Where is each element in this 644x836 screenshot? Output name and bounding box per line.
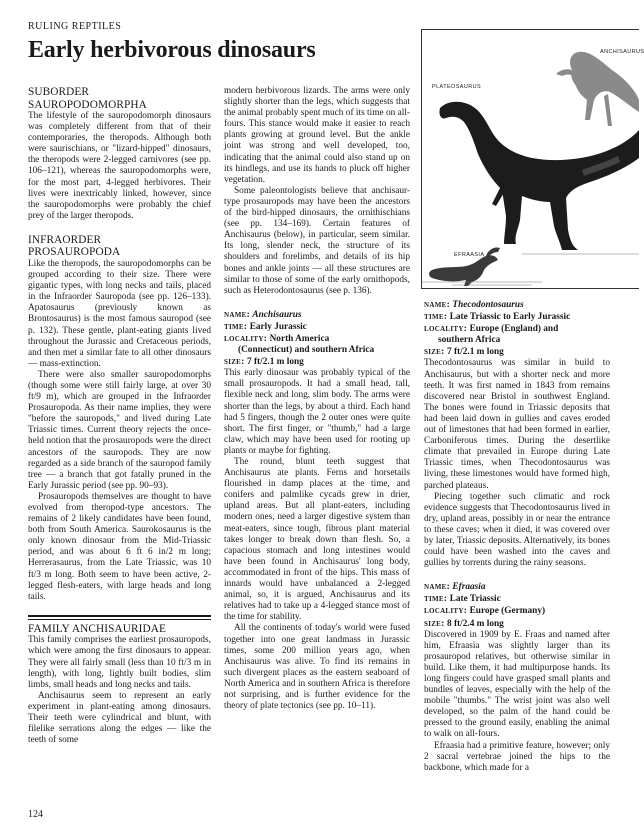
col2-paragraph-2: Some paleontologists believe that anchisaur-type prosauropods may have been the ancestors of the bird-hipped dinosaurs, the ornithischians (see pp. 134–169). Certain features of Anchisaurus (below), in particular, seem similar. Its long, slender neck, the structure of its shoulders and forelimbs, and details of its hip bones and ankle joints — all these structures are similar to those of some of the early ornithopods, such as Heterodontosaurus (see p. 136). xyxy=(224,185,410,296)
page-number: 124 xyxy=(28,809,43,820)
fact-locality-value-2: (Connecticut) and southern Africa xyxy=(238,345,375,356)
family-divider-thin xyxy=(28,619,211,620)
fact2-name-key: name: xyxy=(424,581,451,593)
fact1-name xyxy=(424,299,610,311)
col3-paragraph-3: Discovered in 1909 by E. Fraas and named after him, Efraasia was slightly larger than its prosauropod relatives, but otherwise similar in build. Like them, it had multipurpose hands. Its long fingers could have grasped small plants and bundles of leaves, especially with the help of the mobile "thumbs." The wrist joint was also well developed, so the palm of the hand could be pressed to the ground easily, enabling the animal to walk on all-fours. xyxy=(424,629,610,740)
running-head: RULING REPTILES xyxy=(28,21,122,32)
fact-size xyxy=(224,356,410,368)
dinosaur-drawing xyxy=(422,30,639,288)
col2-paragraph-1: modern herbivorous lizards. The arms were only slightly shorter than the legs, which suggests that the animal probably spent much of its time on all-fours. This stance would make it easier to reach plants growing at ground level. But the ankle joint was strong and well developed, too, indicating that the animal could also stand up on its hindlegs, and use its hands to pluck off higher vegetation. xyxy=(224,86,410,185)
fact-locality xyxy=(224,333,410,356)
fact1-size-value: 7 ft/2.1 m long xyxy=(446,347,504,358)
fact-time-value: Early Jurassic xyxy=(249,321,307,332)
fact2-name-value: Efraasia xyxy=(452,582,486,593)
fact-name-value: Anchisaurus xyxy=(252,309,302,320)
column-1 xyxy=(28,86,211,746)
suborder-text: The lifestyle of the sauropodomorph dinosaurs was completely different from that of their contemporaries, the theropods. Although both were saurischians, or "lizard-hipped" dinosaurs, the theropods were 2-legged carnivores (see pp. 106–121), whereas the sauropodomorphs were, for the most part, 4-legged herbivores. Their lives were inextricably linked, however, since the sauropodomorphs were probably the chief prey of the larger theropods. xyxy=(28,111,211,221)
col2-paragraph-3: This early dinosaur was probably typical of the small prosauropods. It had a small head, tall, flexible neck and long, slim body. The arms were shorter than the legs, by about a third. Each hand had 5 fingers, though the 2 outer ones were quite short. The first finger, or "thumb," had a large claw, which may have been used for rooting up plants or maybe for fighting. xyxy=(224,368,410,456)
efraasia-label: EFRAASIA xyxy=(454,252,485,258)
suborder-heading-line2: SAUROPODOMORPHA xyxy=(28,98,147,111)
fact1-size xyxy=(424,346,610,358)
plateosaurus-label: PLATEOSAURUS xyxy=(432,84,482,90)
fact1-locality-value-2: southern Africa xyxy=(438,335,501,346)
infraorder-paragraph-3: Prosauropods themselves are thought to have evolved from theropod-type ancestors. The remains of 2 likely candidates have been found, both from South America. Saurokosaurus is the only known dinosaur from the Mid-Triassic period, and was about 6 ft 6 in/2 m long; Herrerasaurus, from the Late Triassic, was 10 ft/3 m long. Both seem to have been active, 2-legged flesh-eaters, with large heads and long tails. xyxy=(28,491,211,602)
fact1-time-value: Late Triassic to Early Jurassic xyxy=(449,312,571,323)
family-paragraph-1: This family comprises the earliest prosauropods, which were among the first dinosaurs to appear. They were all fairly small (less than 10 ft/3 m in length), with long, lightly built bodies, slim limbs, small heads and long necks and tails. xyxy=(28,635,211,690)
fact2-locality-value: Europe (Germany) xyxy=(469,606,546,617)
family-heading: FAMILY ANCHISAURIDAE xyxy=(28,622,167,635)
page-title: Early herbivorous dinosaurs xyxy=(28,37,316,63)
infraorder-heading xyxy=(28,234,211,259)
fact-time-key: time: xyxy=(224,320,248,332)
dinosaur-illustration xyxy=(421,29,644,289)
fact1-locality-value: Europe (England) and xyxy=(469,324,559,335)
col3-paragraph-2: Piecing together such climatic and rock evidence suggests that Thecodontosaurus lived in dry, upland areas, possibly in or near the entrance to these caves; when it died, it was covered over by later, Triassic deposits. Alternatively, its bones could have been washed into the caves and gullies by torrents during the rainy seasons. xyxy=(424,491,610,569)
suborder-heading-line1: SUBORDER xyxy=(28,86,90,98)
column-3 xyxy=(424,299,610,774)
infraorder-heading-line2: PROSAUROPODA xyxy=(28,246,121,259)
fact2-name xyxy=(424,581,610,593)
fact2-time xyxy=(424,593,610,605)
col2-paragraph-4: The round, blunt teeth suggest that Anchisaurus ate plants. Ferns and horsetails flourished in damp places at the time, and conifers and palmlike cycads grew in drier, upland areas. But all plant-eaters, including modern ones, need a larger digestive system than meat-eaters, since tough, fibrous plant material takes longer to break down than flesh. So, a capacious stomach and long intestines would have been found in Anchisaurus' long body, accommodated in front of the hips. This mass of innards would have unbalanced a 2-legged animal, so, it is argued, Anchisaurus and its relatives had to take up a 4-legged stance most of the time for stability. xyxy=(224,457,410,623)
fact-size-value: 7 ft/2.1 m long xyxy=(246,357,304,368)
fact-time xyxy=(224,321,410,333)
anchisaurus-silhouette xyxy=(556,52,639,126)
fact2-time-value: Late Triassic xyxy=(449,594,501,605)
fact1-size-key: size: xyxy=(424,346,445,358)
column-2 xyxy=(224,86,410,712)
fact1-name-key: name: xyxy=(424,299,451,310)
fact1-locality xyxy=(424,323,610,346)
thecodontosaurus-fact-box xyxy=(424,299,610,358)
fact-name xyxy=(224,309,410,321)
fact2-time-key: time: xyxy=(424,593,448,605)
fact1-locality-key: locality: xyxy=(424,323,468,335)
fact-locality-value: North America xyxy=(269,333,330,344)
fact1-name-value: Thecodontosaurus xyxy=(452,300,524,310)
fact2-locality-key: locality: xyxy=(424,605,468,617)
fact-name-key: name: xyxy=(224,308,251,320)
efraasia-fact-box xyxy=(424,581,610,629)
anchisaurus-fact-box xyxy=(224,309,410,368)
col2-paragraph-5: All the continents of today's world were fused together into one great landmass in Jurassic times, some 200 million years ago, when Anchisaurus was alive. To find its remains in such divergent places as the eastern seaboard of North America and in southern Africa is therefore not surprising, and is further evidence for the theory of plate tectonics (see pp. 10–11). xyxy=(224,623,410,712)
fact2-locality xyxy=(424,605,610,617)
fact-size-key: size: xyxy=(224,356,245,368)
family-paragraph-2: Anchisaurus seem to represent an early experiment in plant-eating among dinosaurs. Their teeth were cylindrical and blunt, with filelike serrations along the edges — like the teeth of some xyxy=(28,690,211,746)
suborder-heading xyxy=(28,86,211,111)
col3-paragraph-1: Thecodontosaurus was similar in build to Anchisaurus, but with a shorter neck and more teeth. It was first named in 1843 from remains discovered near Bristol in southwest England. The bones were found in Triassic deposits that had been laid down in gullies and caves eroded out of limestones that had been formed in earlier, Carboniferous times. During the desertlike climate that prevailed in Europe during Late Triassic times, when Thecodontosaurus was living, these limestones would have formed high, parched plateaus. xyxy=(424,358,610,491)
fact2-size xyxy=(424,618,610,630)
family-divider xyxy=(28,615,211,620)
infraorder-heading-line1: INFRAORDER xyxy=(28,233,102,246)
fact2-size-value: 8 ft/2.4 m long xyxy=(446,618,504,629)
anchisaurus-label: ANCHISAURUS xyxy=(600,49,644,55)
col3-paragraph-4: Efraasia had a primitive feature, however; only 2 sacral vertebrae joined the hips to the backbone, which made for a xyxy=(424,740,610,773)
fact1-time xyxy=(424,311,610,323)
fact-locality-key: locality: xyxy=(224,332,268,344)
fact1-time-key: time: xyxy=(424,311,448,323)
infraorder-paragraph-1: Like the theropods, the sauropodomorphs can be grouped according to their size. There were gigantic types, with long necks and tails, placed in the Infraorder Sauropoda (see pp. 126–133). Apatosaurus (previously known as Brontosaurus) is the most famous sauropod (see p. 132). These gentle, plant-eating giants lived throughout the Jurassic and Cretaceous periods, and then met a similar fate to all other dinosaurs — mass-extinction. xyxy=(28,258,211,369)
infraorder-paragraph-2: There were also smaller sauropodomorphs (though some were still fairly large, at over 30 ft/9 m), which are grouped in the Infraorder Prosauropoda. As their name implies, they were "before the sauropods," and lived during Late Triassic times. Current theory rejects the once-held notion that the prosauropods were the direct ancestors of the sauropods. They are now regarded as a side branch of the sauropod family tree — a branch that got fatally pruned in the Early Jurassic period (see pp. 90–93). xyxy=(28,369,211,491)
fact2-size-key: size: xyxy=(424,617,445,629)
